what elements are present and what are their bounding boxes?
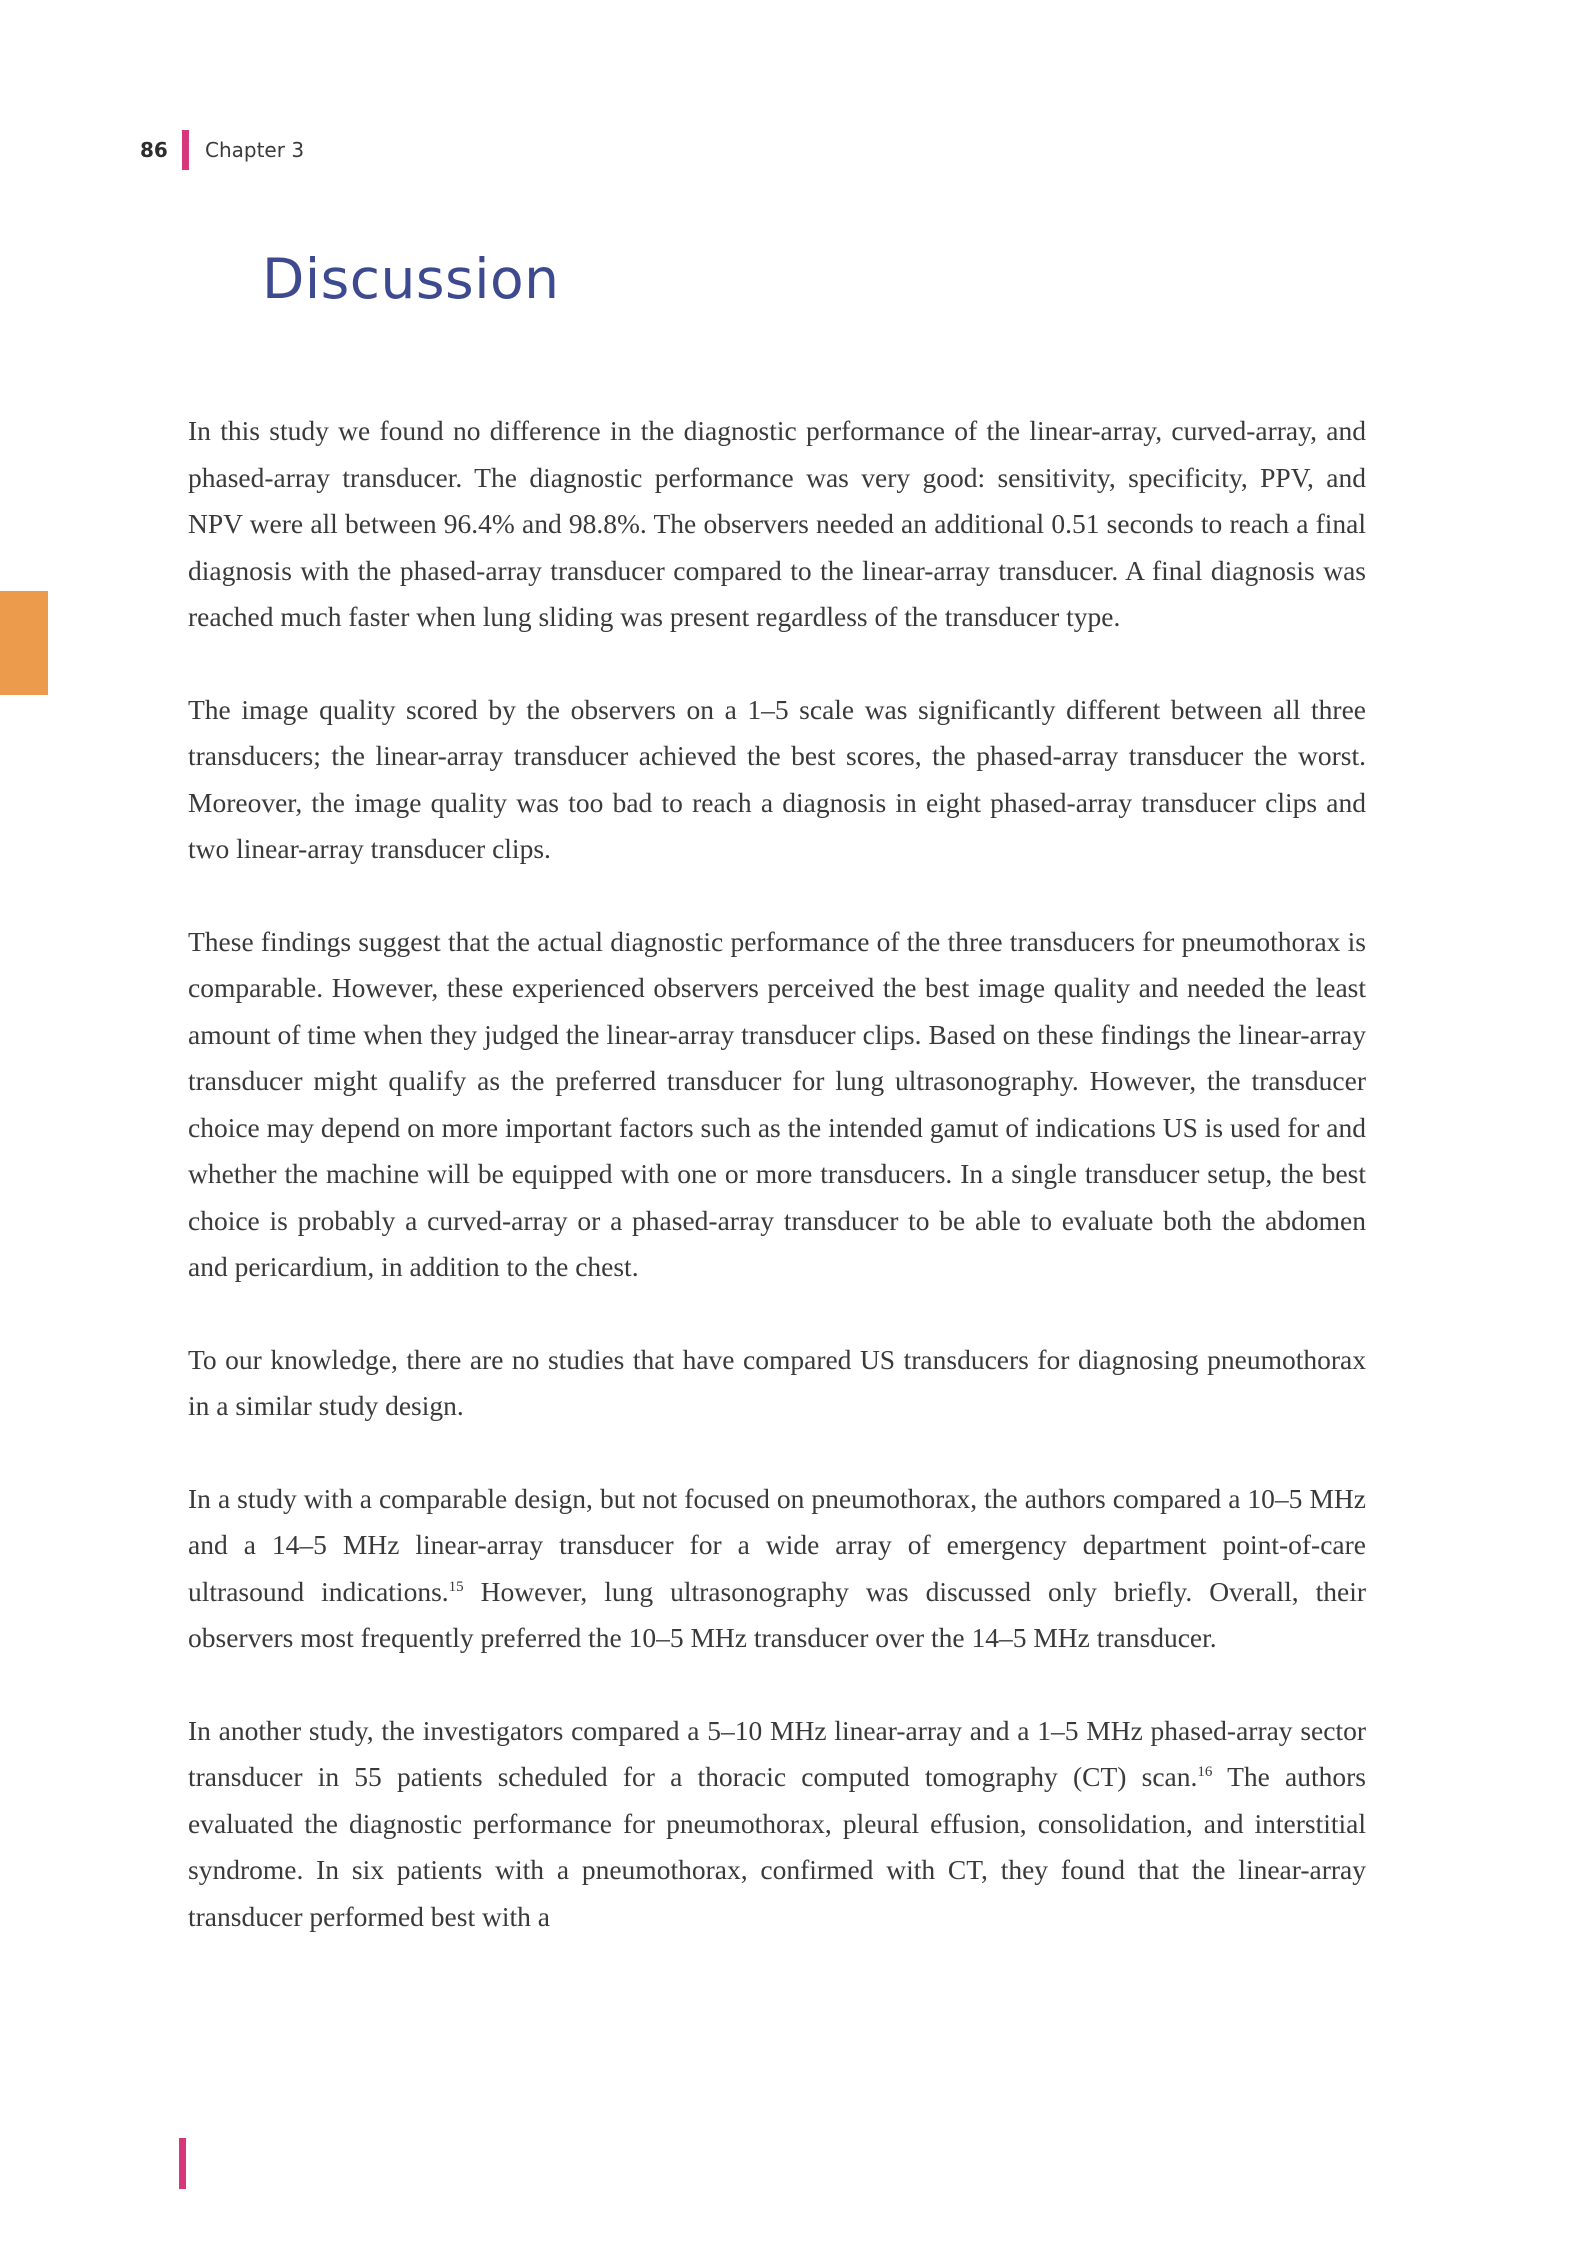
footer-accent-bar (179, 2138, 186, 2189)
paragraph-6-text-after: The authors evaluated the diagnostic performance for pneumothorax, pleural effusion, consolidation, and interstitial syndrome. In six patients with a pneumothorax, confirmed with CT, they found that the linear-array transducer performed best with a (188, 1761, 1366, 1932)
section-title: Discussion (262, 247, 560, 311)
reference-16: 16 (1197, 1763, 1213, 1780)
paragraph-6 (188, 1708, 1366, 1941)
paragraph-4: To our knowledge, there are no studies that have compared US transducers for diagnosing pneumothorax in a similar study design. (188, 1343, 1366, 1421)
chapter-side-tab (0, 591, 48, 695)
body-text (188, 408, 1366, 1986)
paragraph-3: These findings suggest that the actual diagnostic performance of the three transducers for pneumothorax is comparable. However, these experienced observers perceived the best image quality and needed the least amount of time when they judged the linear-array transducer clips. Based on these findings the linear-array transducer might qualify as the preferred transducer for lung ultrasonography. However, the transducer choice may depend on more important factors such as the intended gamut of indications US is used for and whether the machine will be equipped with one or more transducers. In a single transducer setup, the best choice is probably a curved-array or a phased-array transducer to be able to evaluate both the abdomen and pericardium, in addition to the chest. (188, 925, 1366, 1282)
paragraph-5-text-after: However, lung ultrasonography was discussed only briefly. Overall, their observers most frequently preferred the 10–5 MHz transducer over the 14–5 MHz transducer. (188, 1575, 1366, 1653)
paragraph-5-text-before: In a study with a comparable design, but not focused on pneumothorax, the authors compared a 10–5 MHz and a 14–5 MHz linear-array transducer for a wide array of emergency department point-of-care ultrasound indications. (188, 1482, 1366, 1607)
reference-15: 15 (448, 1578, 464, 1595)
paragraph-6-text-before: In another study, the investigators compared a 5–10 MHz linear-array and a 1–5 MHz phased-array sector transducer in 55 patients scheduled for a thoracic computed tomography (CT) scan. (188, 1714, 1366, 1792)
paragraph-2: The image quality scored by the observers on a 1–5 scale was significantly different between all three transducers; the linear-array transducer achieved the best scores, the phased-array transducer the worst. Moreover, the image quality was too bad to reach a diagnosis in eight phased-array transducer clips and two linear-array transducer clips. (188, 693, 1366, 864)
chapter-label: Chapter 3 (205, 138, 305, 162)
header-accent-bar (182, 130, 189, 170)
running-head (140, 130, 304, 170)
page-number: 86 (140, 138, 168, 162)
paragraph-5 (188, 1476, 1366, 1662)
paragraph-1: In this study we found no difference in the diagnostic performance of the linear-array, curved-array, and phased-array transducer. The diagnostic performance was very good: sensitivity, specificity, PPV, and NPV were all between 96.4% and 98.8%. The observers needed an additional 0.51 seconds to reach a final diagnosis with the phased-array transducer compared to the linear-array transducer. A final diagnosis was reached much faster when lung sliding was present regardless of the transducer type. (188, 415, 1366, 632)
